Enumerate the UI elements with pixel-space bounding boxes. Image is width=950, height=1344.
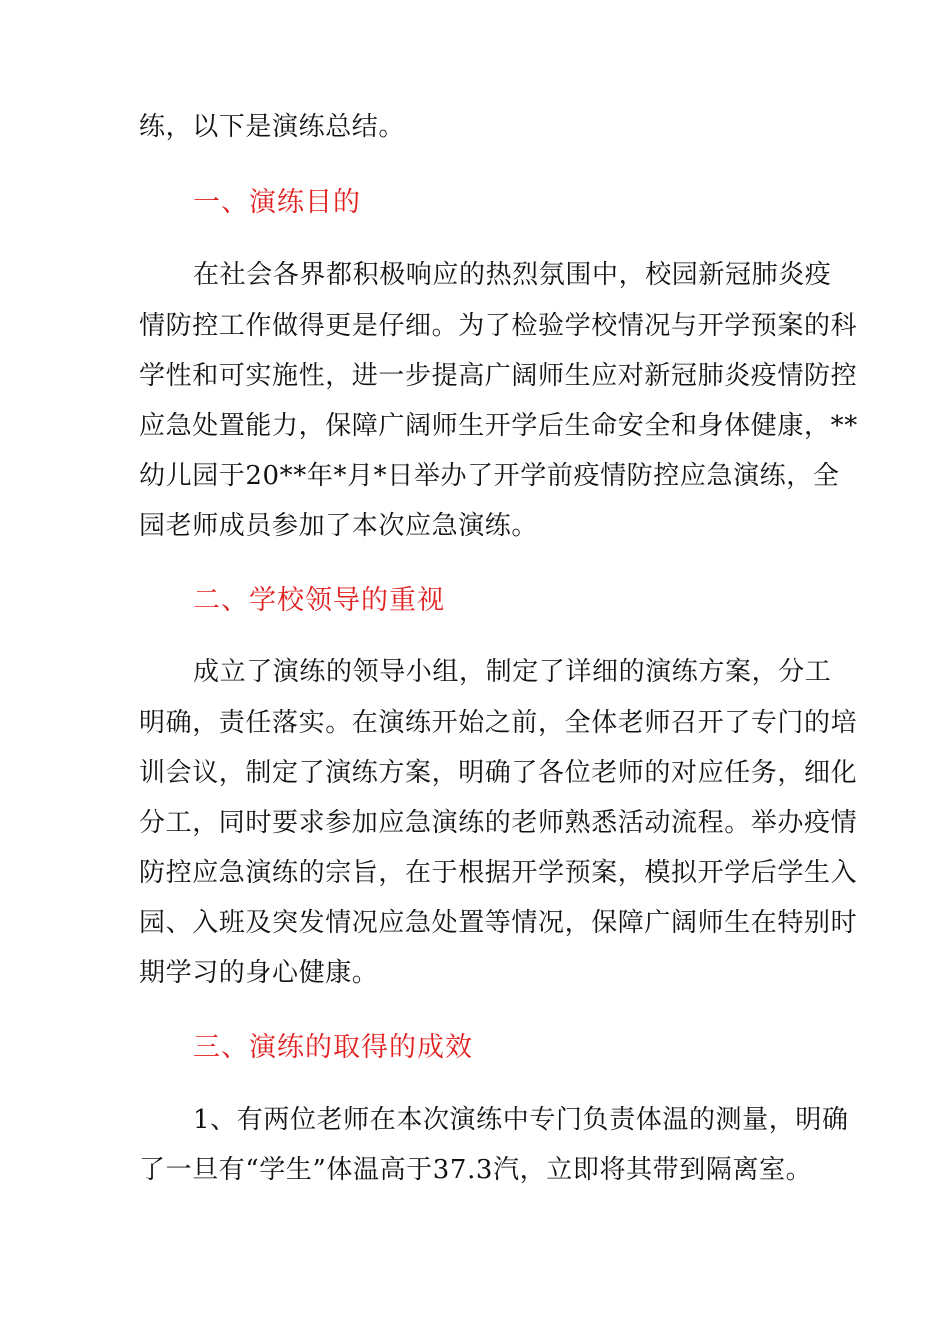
section-2-line-3: 训会议，制定了演练方案，明确了各位老师的对应任务，细化 bbox=[139, 758, 858, 788]
section-2-line-2: 明确，责任落实。在演练开始之前，全体老师召开了专门的培 bbox=[139, 708, 858, 738]
intro-tail-line: 练，以下是演练总结。 bbox=[139, 112, 406, 142]
section-1-line-2: 情防控工作做得更是仔细。为了检验学校情况与开学预案的科 bbox=[139, 311, 858, 341]
section-2-line-6: 园、入班及突发情况应急处置等情况，保障广阔师生在特别时 bbox=[139, 908, 858, 938]
section-3-line-1: 1、有两位老师在本次演练中专门负责体温的测量，明确 bbox=[193, 1105, 849, 1135]
section-1-line-6: 园老师成员参加了本次应急演练。 bbox=[139, 511, 539, 541]
section-2-heading: 二、学校领导的重视 bbox=[193, 585, 445, 616]
section-2-line-5: 防控应急演练的宗旨，在于根据开学预案，模拟开学后学生入 bbox=[139, 858, 858, 888]
section-2-line-1: 成立了演练的领导小组，制定了详细的演练方案，分工 bbox=[193, 657, 832, 687]
section-1-heading: 一、演练目的 bbox=[193, 187, 361, 218]
section-1-line-1: 在社会各界都积极响应的热烈氛围中，校园新冠肺炎疫 bbox=[193, 260, 832, 290]
section-3-line-2: 了一旦有“学生”体温高于37.3汽，立即将其带到隔离室。 bbox=[139, 1155, 813, 1185]
section-1-line-4: 应急处置能力，保障广阔师生开学后生命安全和身体健康，** bbox=[139, 411, 858, 441]
section-1-line-5: 幼儿园于20**年*月*日举办了开学前疫情防控应急演练，全 bbox=[139, 461, 840, 491]
section-2-line-7: 期学习的身心健康。 bbox=[139, 958, 379, 988]
section-1-line-3: 学性和可实施性，进一步提高广阔师生应对新冠肺炎疫情防控 bbox=[139, 361, 858, 391]
section-2-line-4: 分工，同时要求参加应急演练的老师熟悉活动流程。举办疫情 bbox=[139, 808, 858, 838]
section-3-heading: 三、演练的取得的成效 bbox=[193, 1032, 473, 1063]
